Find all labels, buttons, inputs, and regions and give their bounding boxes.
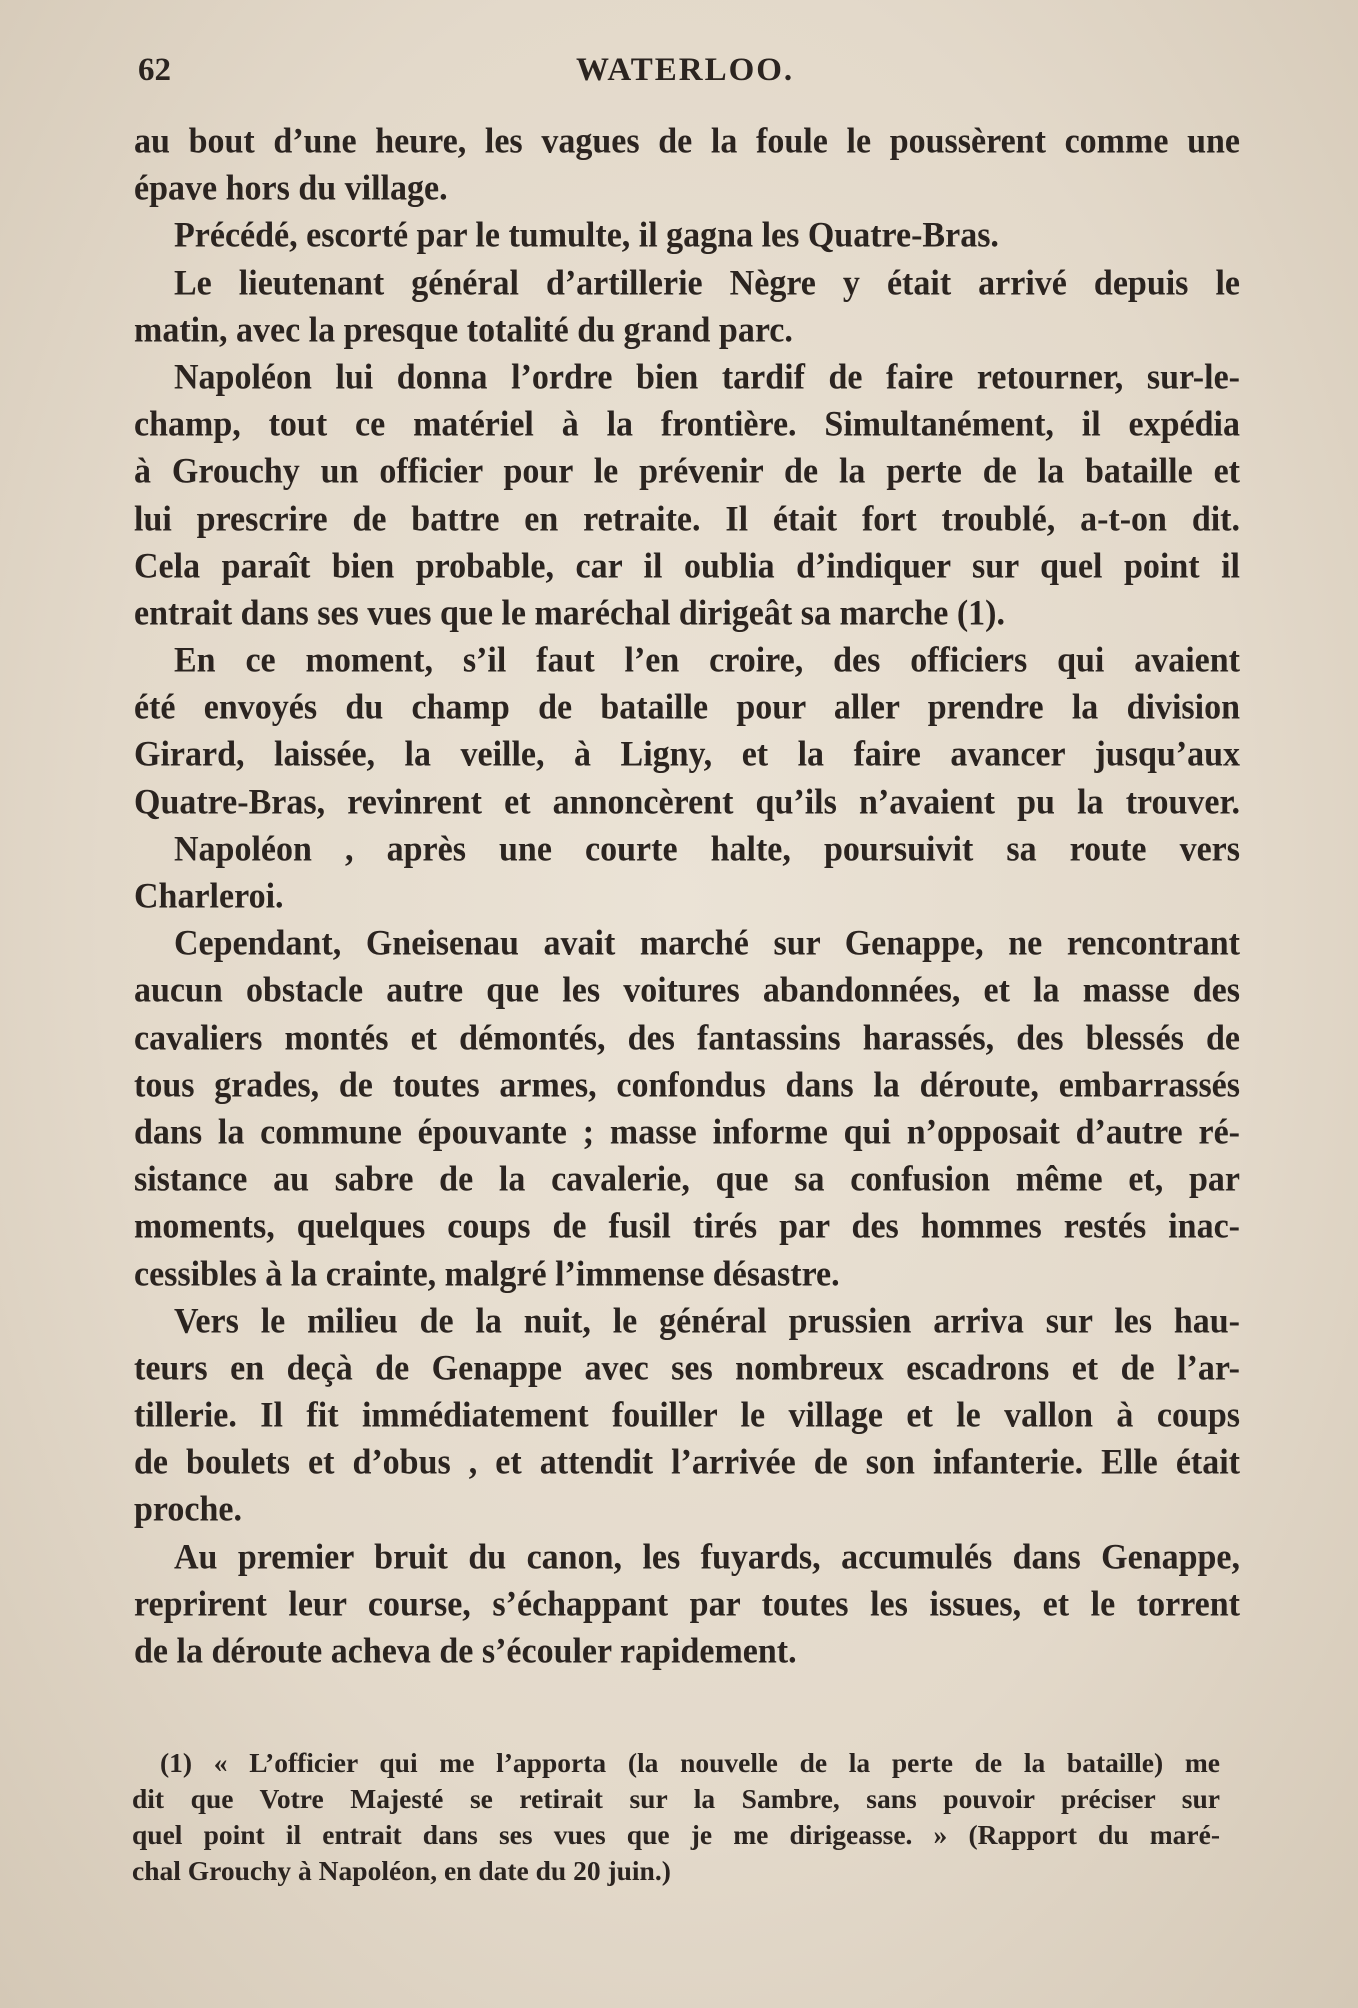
text-line: dans la commune épouvante ; masse informe qui n’opposait d’autre ré-: [134, 1113, 1240, 1152]
text-line: En ce moment, s’il faut l’en croire, des officiers qui avaient: [174, 641, 1240, 680]
text-line: proche.: [134, 1490, 242, 1530]
text-line: cessibles à la crainte, malgré l’immense désastre.: [134, 1254, 840, 1294]
text-line: lui prescrire de battre en retraite. Il était fort troublé, a-t-on dit.: [134, 499, 1240, 539]
text-line: Girard, laissée, la veille, à Ligny, et la faire avancer jusqu’aux: [134, 735, 1240, 775]
text-line: Cependant, Gneisenau avait marché sur Genappe, ne rencontrant: [174, 924, 1240, 964]
text-line: Charleroi.: [134, 877, 284, 916]
body-text: [134, 118, 1240, 1675]
text-line: moments, quelques coups de fusil tirés par des hommes restés inac-: [134, 1207, 1240, 1247]
text-line: tillerie. Il fit immédiatement fouiller le village et le vallon à coups: [134, 1396, 1240, 1435]
text-line: reprirent leur course, s’échappant par toutes les issues, et le torrent: [134, 1584, 1240, 1624]
footnote-line: (1) « L’officier qui me l’apporta (la nouvelle de la perte de la bataille) me: [160, 1747, 1220, 1778]
text-line: sistance au sabre de la cavalerie, que sa confusion même et, par: [134, 1160, 1240, 1200]
text-line: teurs en deçà de Genappe avec ses nombreux escadrons et de l’ar-: [134, 1348, 1240, 1388]
text-line: Cela paraît bien probable, car il oublia d’indiquer sur quel point il: [134, 546, 1240, 586]
footnote-line: dit que Votre Majesté se retirait sur la Sambre, sans pouvoir préciser sur: [132, 1783, 1220, 1814]
page-number: 62: [138, 52, 171, 88]
text-line: Le lieutenant général d’artillerie Nègre y était arrivé depuis le: [174, 263, 1240, 303]
page-header: [138, 52, 1238, 102]
footnotes: [132, 1745, 1220, 1889]
text-line: à Grouchy un officier pour le prévenir de la perte de la bataille et: [134, 452, 1240, 492]
text-line: Quatre-Bras, revinrent et annoncèrent qu’ils n’avaient pu la trouver.: [134, 782, 1240, 822]
text-line: entrait dans ses vues que le maréchal dirigeât sa marche (1).: [134, 593, 1005, 633]
text-line: de boulets et d’obus , et attendit l’arrivée de son infanterie. Elle était: [134, 1443, 1240, 1483]
text-line: Napoléon , après une courte halte, poursuivit sa route vers: [174, 829, 1240, 869]
text-line: cavaliers montés et démontés, des fantassins harassés, des blessés de: [134, 1018, 1240, 1058]
text-line: Napoléon lui donna l’ordre bien tardif de faire retourner, sur-le-: [174, 358, 1240, 397]
text-line: épave hors du village.: [134, 169, 448, 209]
text-line: au bout d’une heure, les vagues de la foule le poussèrent comme une: [134, 122, 1240, 161]
text-line: été envoyés du champ de bataille pour aller prendre la division: [134, 688, 1240, 728]
text-line: Vers le milieu de la nuit, le général prussien arriva sur les hau-: [174, 1301, 1240, 1341]
text-line: Au premier bruit du canon, les fuyards, accumulés dans Genappe,: [174, 1537, 1240, 1577]
text-line: matin, avec la presque totalité du grand parc.: [134, 310, 793, 350]
text-line: champ, tout ce matériel à la frontière. Simultanément, il expédia: [134, 405, 1240, 445]
footnote-line: chal Grouchy à Napoléon, en date du 20 juin.): [132, 1855, 671, 1886]
text-line: aucun obstacle autre que les voitures abandonnées, et la masse des: [134, 971, 1240, 1011]
footnote-line: quel point il entrait dans ses vues que je me dirigeasse. » (Rapport du maré-: [132, 1819, 1220, 1850]
text-line: Précédé, escorté par le tumulte, il gagna les Quatre-Bras.: [174, 216, 999, 256]
text-line: tous grades, de toutes armes, confondus dans la déroute, embarrassés: [134, 1065, 1240, 1105]
running-title: WATERLOO.: [576, 52, 795, 88]
text-line: de la déroute acheva de s’écouler rapidement.: [134, 1632, 797, 1671]
